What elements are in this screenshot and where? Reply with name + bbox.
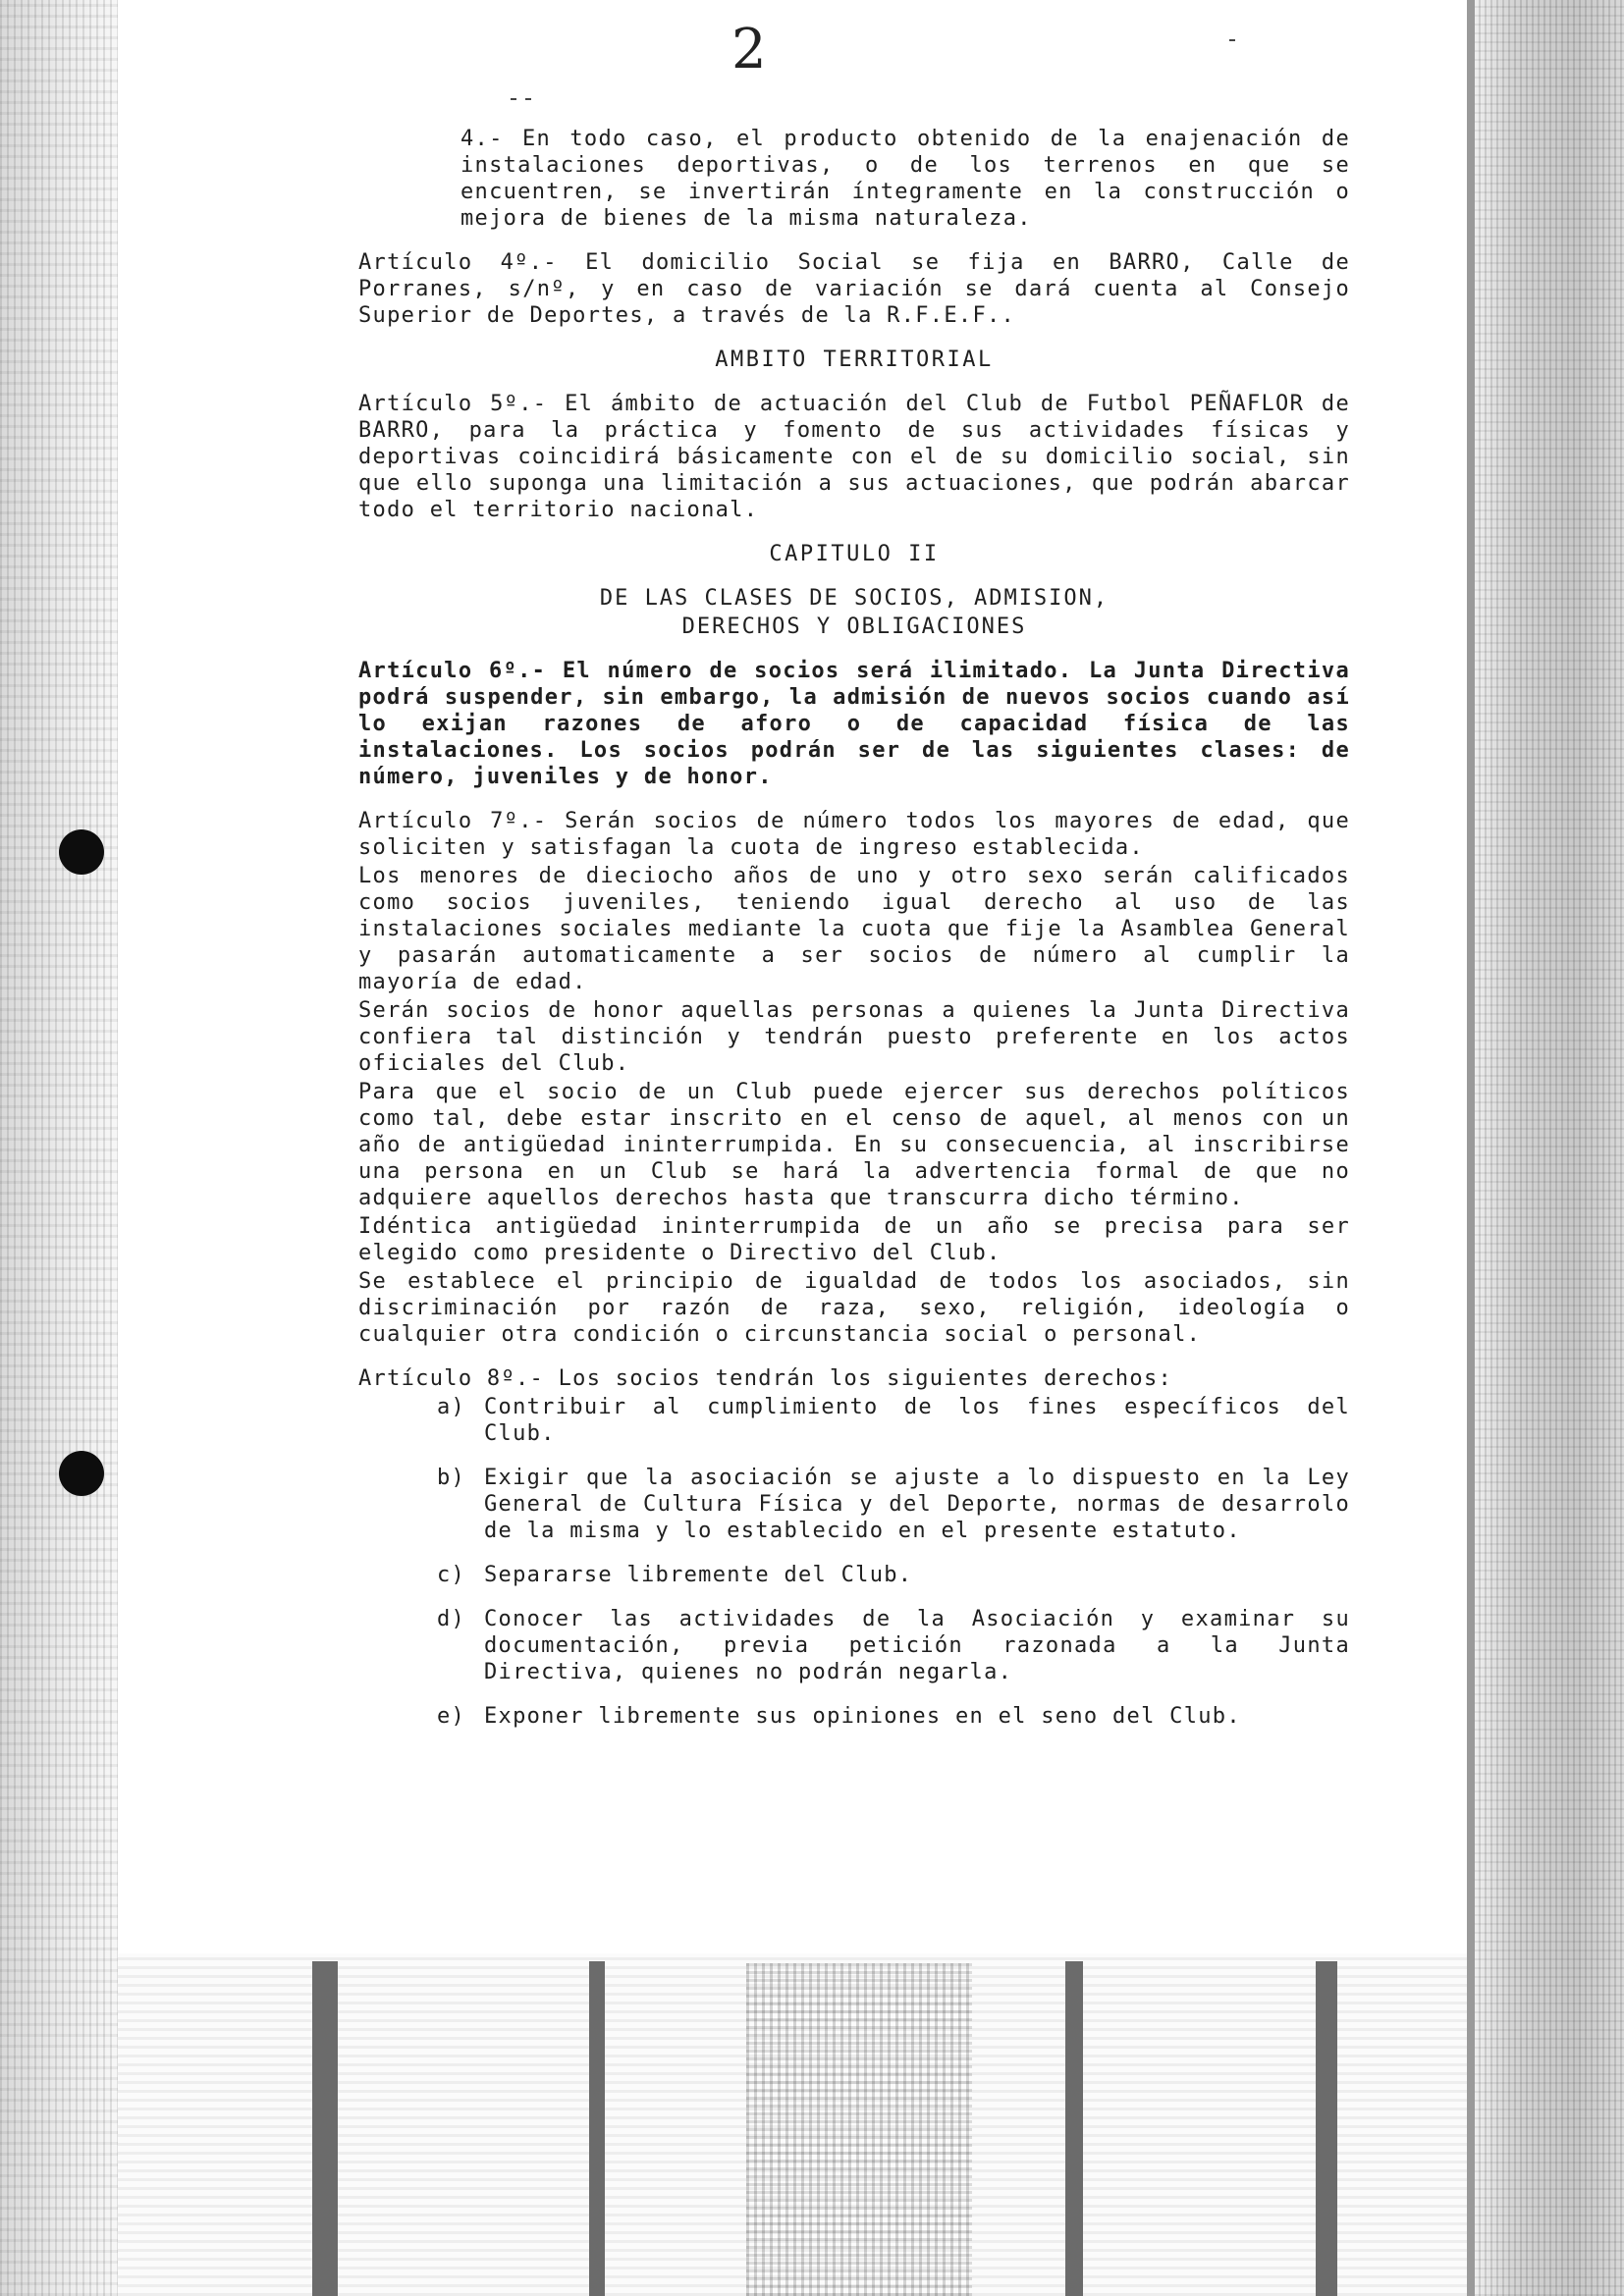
article-8-item	[437, 1606, 1350, 1685]
scan-bar-artifact	[312, 1961, 338, 2296]
item-label: c)	[437, 1563, 466, 1587]
item-label: e)	[437, 1704, 466, 1729]
chapter-heading: CAPITULO II	[769, 542, 940, 566]
item-label: d)	[437, 1607, 466, 1631]
item-text: Exigir que la asociación se ajuste a lo dispuesto en la Ley General de Cultura Física y del Deporte, normas de desarrolo de la misma y lo establecido en el presente estatuto.	[484, 1466, 1350, 1543]
scan-mark	[511, 98, 516, 100]
page-number: 2	[731, 18, 767, 81]
scan-mark	[1229, 39, 1235, 41]
item-text: Contribuir al cumplimiento de los fines específicos del Club.	[484, 1395, 1350, 1446]
chapter-subtitle-line-1: DE LAS CLASES DE SOCIOS, ADMISION,	[599, 586, 1110, 611]
article-7-part-d: Para que el socio de un Club puede ejercer sus derechos políticos como tal, debe estar inscrito en el censo de aquel, al menos con un año de antigüedad ininterrumpida. En su consecuencia, al inscribirse una persona en un Club se hará la advertencia formal de que no adquiere aquellos derechos hasta que transcurra dicho término.	[358, 1080, 1350, 1210]
article-7-part-e: Idéntica antigüedad ininterrumpida de un año se precisa para ser elegido como presidente o Directivo del Club.	[358, 1214, 1350, 1265]
article-6: Artículo 6º.- El número de socios será ilimitado. La Junta Directiva podrá suspender, sin embargo, la admisión de nuevos socios cuando así lo exijan razones de aforo o de capacidad física de las instalaciones. Los socios podrán ser de las siguientes clases: de número, juveniles y de honor.	[358, 659, 1350, 789]
chapter-subtitle-line-2: DERECHOS Y OBLIGACIONES	[681, 614, 1027, 639]
article-8-item	[437, 1562, 1350, 1588]
scan-bar-artifact	[589, 1961, 605, 2296]
scan-edge-left	[0, 0, 118, 2296]
article-5: Artículo 5º.- El ámbito de actuación del Club de Futbol PEÑAFLOR de BARRO, para la práctica y fomento de sus actividades físicas y deportivas coincidirá básicamente con el de su domicilio social, sin que ello suponga una limitación a sus actuaciones, que podrán abarcar todo el territorio nacional.	[358, 392, 1350, 522]
item-text: Exponer libremente sus opiniones en el seno del Club.	[484, 1704, 1241, 1729]
article-8-item	[437, 1465, 1350, 1544]
punch-hole	[59, 1451, 104, 1496]
scan-bar-artifact	[1065, 1961, 1083, 2296]
article-7-part-f: Se establece el principio de igualdad de todos los asociados, sin discriminación por razón de raza, sexo, religión, ideología o cualquier otra condición o circunstancia social o personal.	[358, 1269, 1350, 1347]
article-8-item	[437, 1703, 1350, 1730]
punch-hole	[59, 829, 104, 875]
item-label: a)	[437, 1395, 466, 1419]
article-7-part-c: Serán socios de honor aquellas personas a quienes la Junta Directiva confiera tal distinción y tendrán puesto preferente en los actos oficiales del Club.	[358, 998, 1350, 1076]
scan-hatch-artifact	[746, 1963, 972, 2296]
item-text: Conocer las actividades de la Asociación y examinar su documentación, previa petición razonada a la Junta Directiva, quienes no podrán negarla.	[484, 1607, 1350, 1684]
article-7-part-b: Los menores de dieciocho años de uno y otro sexo serán calificados como socios juveniles, teniendo igual derecho al uso de las instalaciones sociales mediante la cuota que fije la Asamblea General y pasarán automaticamente a ser socios de número al cumplir la mayoría de edad.	[358, 864, 1350, 994]
article-4: Artículo 4º.- El domicilio Social se fija en BARRO, Calle de Porranes, s/nº, y en caso de variación se dará cuenta al Consejo Superior de Deportes, a través de la R.F.E.F..	[358, 250, 1350, 328]
article-8-item	[437, 1394, 1350, 1447]
item-text: Separarse libremente del Club.	[484, 1563, 913, 1587]
item-label: b)	[437, 1466, 466, 1490]
article-8-intro: Artículo 8º.- Los socios tendrán los siguientes derechos:	[358, 1366, 1173, 1391]
scan-bar-artifact	[1316, 1961, 1337, 2296]
art3-paragraph-4: 4.- En todo caso, el producto obtenido de la enajenación de instalaciones deportivas, o de los terrenos en que se encuentren, se invertirán íntegramente en la construcción o mejora de bienes de la misma naturaleza.	[460, 127, 1350, 231]
section-heading-ambito: AMBITO TERRITORIAL	[715, 347, 994, 372]
document-body	[358, 126, 1350, 1747]
scan-mark	[525, 98, 531, 100]
article-7-part-a: Artículo 7º.- Serán socios de número todos los mayores de edad, que soliciten y satisfagan la cuota de ingreso establecida.	[358, 809, 1350, 860]
scan-edge-right	[1467, 0, 1624, 2296]
